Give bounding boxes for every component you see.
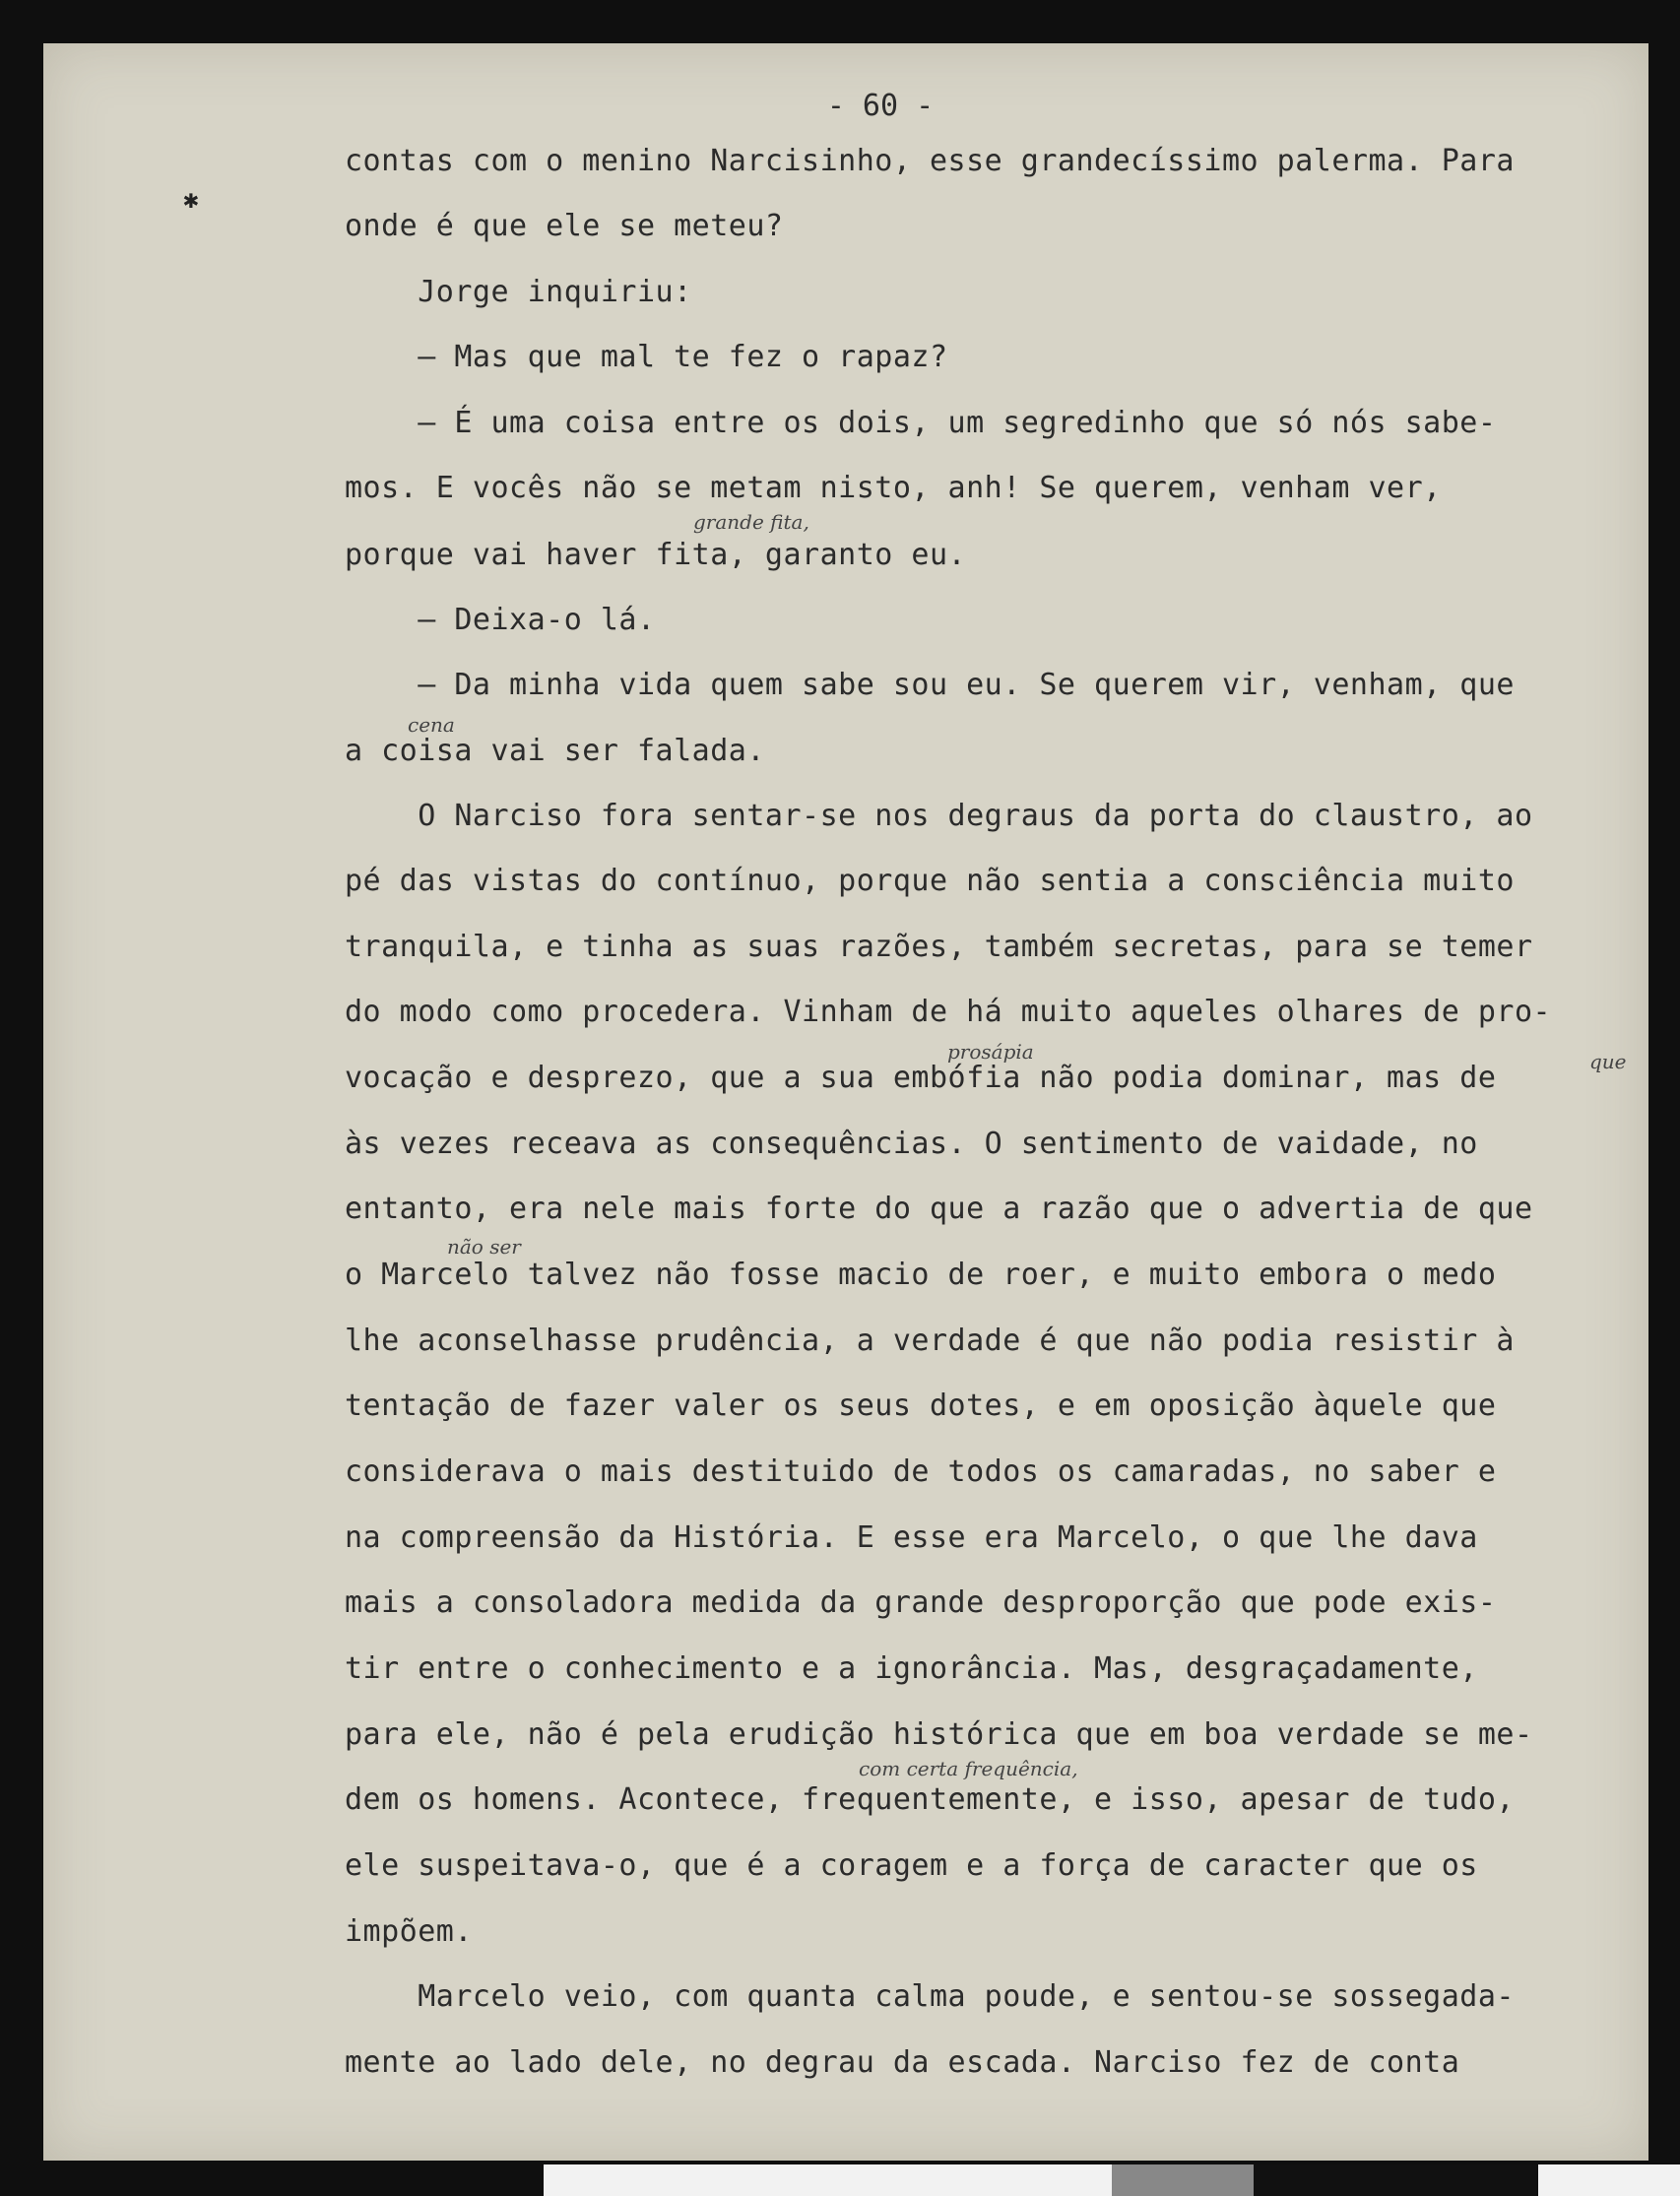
handwritten-note: cena (408, 713, 455, 737)
handwritten-note: grande fita, (693, 510, 809, 534)
text-line: — Deixa-o lá. (345, 603, 656, 637)
page-number: - 60 - (826, 89, 935, 123)
ink-blot-icon: ✱ (183, 185, 199, 215)
text-line: mos. E vocês não se metam nisto, anh! Se querem, venham ver, (345, 471, 1442, 505)
text-line: contas com o menino Narcisinho, esse grandecíssimo palerma. Para (345, 144, 1515, 178)
text-line: considerava o mais destituido de todos os camaradas, no saber e (345, 1454, 1497, 1489)
text-line: — É uma coisa entre os dois, um segredinho que só nós sabe- (345, 406, 1497, 440)
text-line: vocação e desprezo, que a sua embófia não podia dominar, mas de (345, 1061, 1497, 1095)
scale-segment (544, 2164, 685, 2196)
text-line: para ele, não é pela erudição histórica que em boa verdade se me- (345, 1717, 1533, 1752)
text-line: na compreensão da História. E esse era Marcelo, o que lhe dava (345, 1520, 1478, 1555)
scale-segment (828, 2164, 970, 2196)
text-line: a coisa vai ser falada. (345, 734, 765, 768)
scale-segment (1396, 2164, 1538, 2196)
text-line: porque vai haver fita, garanto eu. (345, 538, 967, 572)
text-line: tir entre o conhecimento e a ignorância. Mas, desgraçadamente, (345, 1651, 1478, 1686)
text-line: pé das vistas do contínuo, porque não sentia a consciência muito (345, 864, 1515, 898)
handwritten-note: não ser (447, 1235, 521, 1259)
text-line: lhe aconselhasse prudência, a verdade é que não podia resistir à (345, 1324, 1515, 1358)
text-line: Jorge inquiriu: (345, 275, 692, 309)
scale-segment (1254, 2164, 1395, 2196)
text-line: impõem. (345, 1914, 473, 1949)
text-line: tentação de fazer valer os seus dotes, e em oposição àquele que (345, 1389, 1497, 1423)
text-line: ele suspeitava-o, que é a coragem e a força de caracter que os (345, 1848, 1478, 1883)
text-line: O Narciso fora sentar-se nos degraus da porta do claustro, ao (345, 799, 1533, 833)
typewritten-page (43, 43, 1648, 2161)
color-scale-bar (544, 2164, 1680, 2196)
scale-segment (1112, 2164, 1254, 2196)
text-line: — Da minha vida quem sabe sou eu. Se querem vir, venham, que (345, 668, 1515, 702)
text-line: onde é que ele se meteu? (345, 209, 784, 243)
scale-segment (970, 2164, 1112, 2196)
text-line: dem os homens. Acontece, frequentemente, e isso, apesar de tudo, (345, 1782, 1515, 1817)
handwritten-note: que (1589, 1050, 1627, 1073)
text-line: — Mas que mal te fez o rapaz? (345, 340, 948, 374)
text-line: tranquila, e tinha as suas razões, também secretas, para se temer (345, 930, 1533, 964)
text-line: mais a consoladora medida da grande desproporção que pode exis- (345, 1585, 1497, 1620)
text-line: o Marcelo talvez não fosse macio de roer, e muito embora o medo (345, 1258, 1497, 1292)
text-line: entanto, era nele mais forte do que a razão que o advertia de que (345, 1192, 1533, 1226)
text-line: do modo como procedera. Vinham de há muito aqueles olhares de pro- (345, 995, 1552, 1029)
text-line: Marcelo veio, com quanta calma poude, e sentou-se sossegada- (345, 1979, 1515, 2014)
handwritten-note: prosápia (947, 1040, 1034, 1064)
handwritten-note: com certa frequência, (859, 1757, 1078, 1780)
text-line: mente ao lado dele, no degrau da escada. Narciso fez de conta (345, 2045, 1460, 2080)
scale-segment (1538, 2164, 1680, 2196)
scale-segment (685, 2164, 827, 2196)
text-line: às vezes receava as consequências. O sentimento de vaidade, no (345, 1127, 1478, 1161)
